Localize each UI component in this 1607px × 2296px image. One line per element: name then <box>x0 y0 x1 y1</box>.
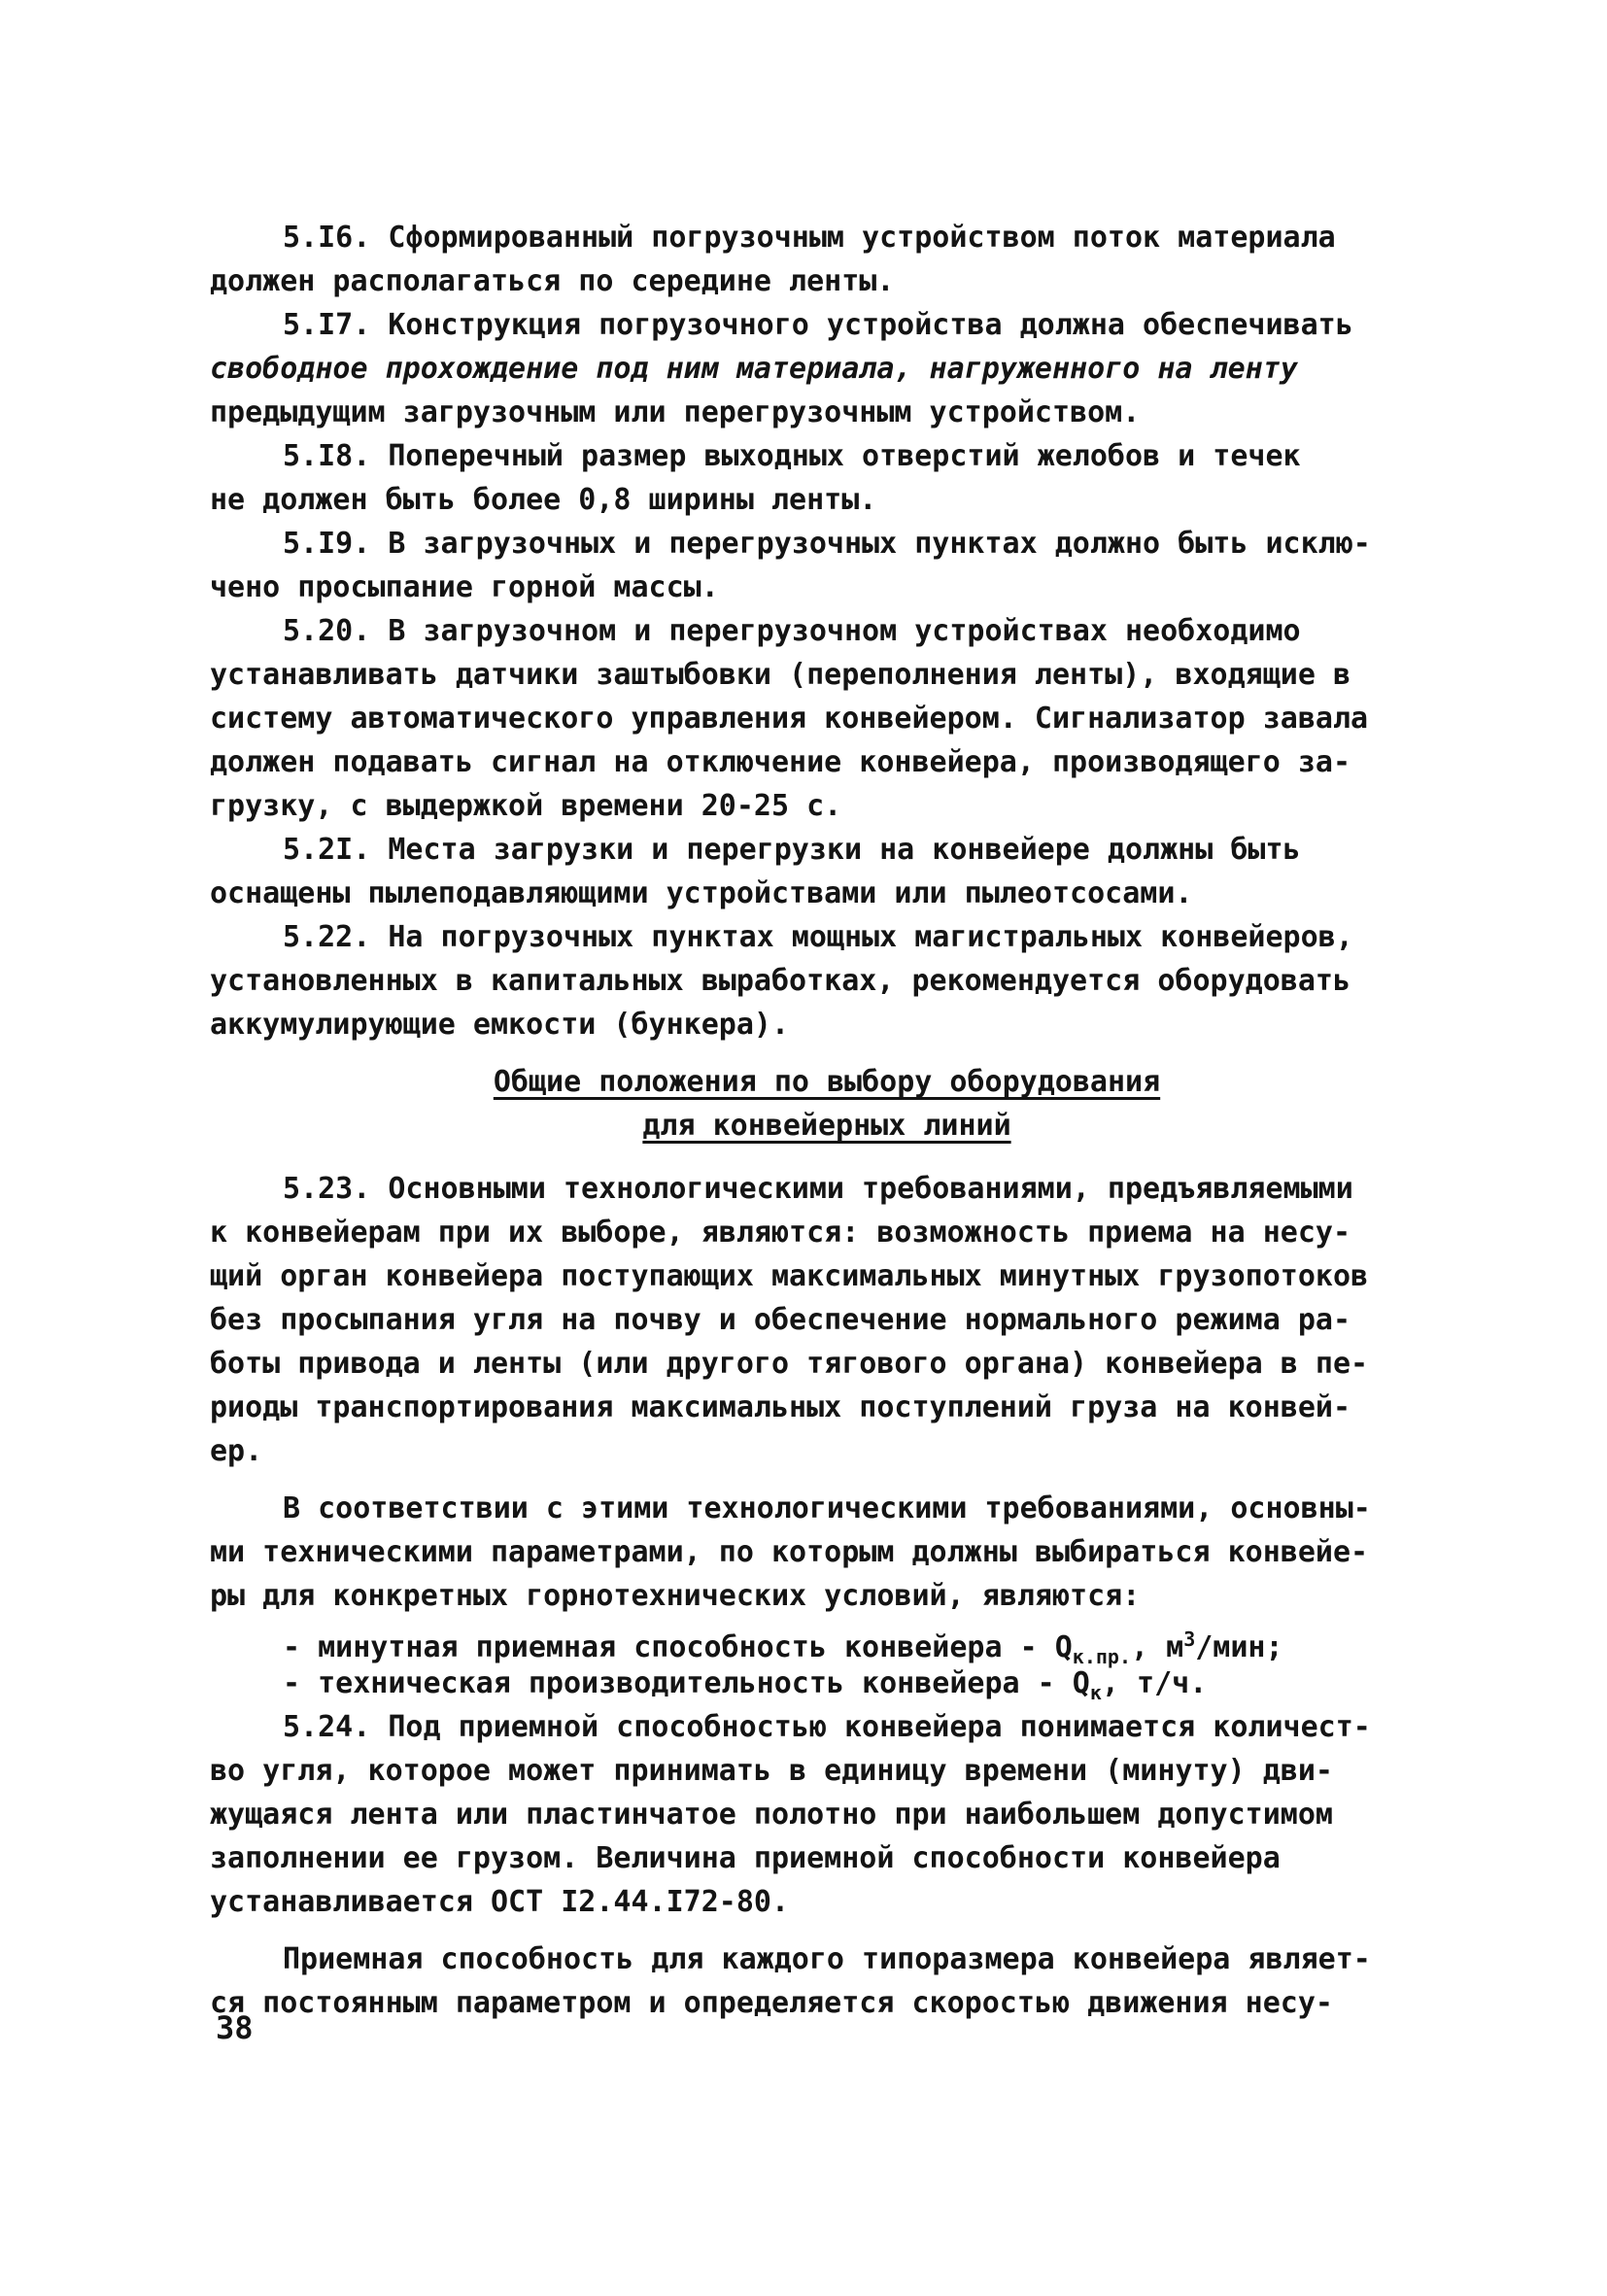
text-line: Приемная способность для каждого типоразмера конвейера являет- <box>283 1942 1371 1976</box>
text-line: 5.I7. Конструкция погрузочного устройства должна обеспечивать <box>283 308 1353 342</box>
list-item: - минутная приемная способность конвейера - $Q_{к.пр.}$, $м^3$/мин; <box>283 1628 1283 1668</box>
text-line: ся постоянным параметром и определяется скоростью движения несу- <box>210 1986 1333 2020</box>
text-line: оснащены пылеподавляющими устройствами или пылеотсосами. <box>210 876 1193 910</box>
text-line: ми техническими параметрами, по которым должны выбираться конвейе- <box>210 1535 1369 1569</box>
text-line: во угля, которое может принимать в единицу времени (минуту) дви- <box>210 1754 1333 1788</box>
text-line: 5.I8. Поперечный размер выходных отверстий желобов и течек <box>283 439 1301 473</box>
text-line: систему автоматического управления конвейером. Сигнализатор завала <box>210 702 1369 736</box>
text-line: предыдущим загрузочным или перегрузочным устройством. <box>210 395 1141 429</box>
list-item: - техническая производительность конвейера - $Q_к$, т/ч. <box>283 1666 1208 1704</box>
text-line: 5.I9. В загрузочных и перегрузочных пунктах должно быть исклю- <box>283 527 1371 561</box>
text-line: устанавливается ОСТ I2.44.I72-80. <box>210 1885 790 1919</box>
text-line: устанавливать датчики заштыбовки (переполнения ленты), входящие в <box>210 658 1351 692</box>
text-line: грузку, с выдержкой времени 20-25 с. <box>210 789 842 823</box>
page-number: 38 <box>216 2009 254 2046</box>
text-line: чено просыпание горной массы. <box>210 570 719 604</box>
text-line: должен располагаться по середине ленты. <box>210 264 895 298</box>
text-line: без просыпания угля на почву и обеспечение нормального режима ра- <box>210 1303 1351 1337</box>
text-line: 5.22. На погрузочных пунктах мощных магистральных конвейеров, <box>283 920 1353 954</box>
text-line: 5.23. Основными технологическими требованиями, предъявляемыми <box>283 1172 1353 1206</box>
text-line: ер. <box>210 1434 263 1468</box>
text-line: 5.24. Под приемной способностью конвейера понимается количест- <box>283 1710 1371 1744</box>
section-heading: Общие положения по выбору оборудования <box>493 1065 1161 1099</box>
text-line: 5.I6. Сформированный погрузочным устройством поток материала <box>283 221 1336 255</box>
text-line: аккумулирующие емкости (бункера). <box>210 1008 790 1042</box>
text-line: боты привода и ленты (или другого тягового органа) конвейера в пе- <box>210 1347 1369 1381</box>
text-line: заполнении ее грузом. Величина приемной способности конвейера <box>210 1841 1281 1875</box>
text-line: 5.20. В загрузочном и перегрузочном устройствах необходимо <box>283 614 1301 648</box>
body-text <box>210 216 1424 2025</box>
text-line: В соответствии с этими технологическими требованиями, основны- <box>283 1491 1371 1525</box>
text-line: жущаяся лента или пластинчатое полотно при наибольшем допустимом <box>210 1798 1333 1832</box>
text-line: щий орган конвейера поступающих максимальных минутных грузопотоков <box>210 1259 1369 1293</box>
text-line: ры для конкретных горнотехнических условий, являются: <box>210 1579 1141 1613</box>
text-line: к конвейерам при их выборе, являются: возможность приема на несу- <box>210 1216 1351 1250</box>
text-line: установленных в капитальных выработках, рекомендуется оборудовать <box>210 964 1351 998</box>
text-line: свободное прохождение под ним материала, нагруженного на ленту <box>210 352 1298 386</box>
text-line: должен подавать сигнал на отключение конвейера, производящего за- <box>210 745 1351 779</box>
text-line: риоды транспортирования максимальных поступлений груза на конвей- <box>210 1390 1351 1424</box>
text-line: не должен быть более 0,8 ширины ленты. <box>210 483 877 517</box>
section-heading: для конвейерных линий <box>642 1109 1011 1143</box>
text-line: 5.2I. Места загрузки и перегрузки на конвейере должны быть <box>283 833 1301 867</box>
